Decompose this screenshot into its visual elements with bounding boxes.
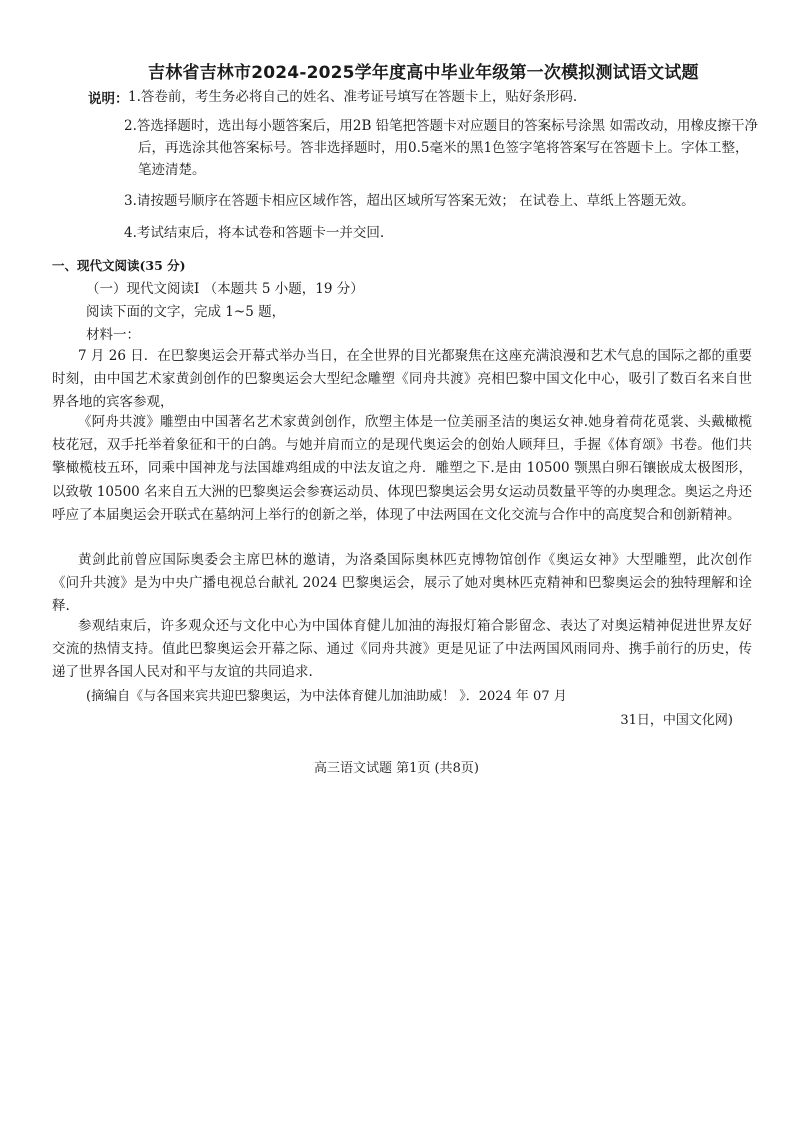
notes-label: 说明： [88, 91, 129, 107]
section-heading: 一、现代文阅读(35 分) [52, 258, 186, 273]
note-item-4: 4.考试结束后，将本试卷和答题卡一并交回. [124, 225, 385, 241]
paragraph-3: 黄剑此前曾应国际奥委会主席巴林的邀请，为洛桑国际奥林匹克博物馆创作《奥运女神》大型雕塑，此次创作《问升共渡》是为中央广播电视总台献礼 2024 巴黎奥运会，展示了她对奥林匹克精神和巴黎奥运会的独特理解和诠释. [52, 552, 752, 615]
note-item-1: 1.答卷前，考生务必将自己的姓名、准考证号填写在答题卡上，贴好条形码. [128, 89, 578, 105]
paragraph-1: 7 月 26 日．在巴黎奥运会开幕式举办当日，在全世界的目光都聚焦在这座充满浪漫和艺术气息的国际之都的重要时刻，由中国艺术家黄剑创作的巴黎奥运会大型纪念雕塑《同舟共渡》亮相巴黎中国文化中心，吸引了数百名来自世界各地的宾客参观， [52, 348, 752, 411]
citation-line-1: (摘编自《与各国来宾共迎巴黎奥运，为中法体育健儿加油助威！ 》．2024 年 07 月 [86, 689, 567, 704]
subsection-heading: （一）现代文阅读Ⅰ （本题共 5 小题，19 分） [86, 281, 364, 297]
reading-instruction: 阅读下面的文字，完成 1~5 题， [86, 304, 286, 320]
note-item-3: 3.请按题号顺序在答题卡相应区域作答，超出区域所写答案无效； 在试卷上、草纸上答题无效。 [124, 193, 695, 209]
page-title: 吉林省吉林市2024-2025学年度高中毕业年级第一次模拟测试语文试题 [148, 63, 699, 83]
paragraph-2: 《阿舟共渡》雕塑由中国著名艺术家黄剑创作，欣塑主体是一位美丽圣洁的奥运女神.她身着荷花觅裳、头戴橄榄枝花冠，双手托举着象征和干的白鸽。与她并肩而立的是现代奥运会的创始人顾拜旦，手握《体育颂》书卷。他们共擎橄榄枝五环，同乘中国神龙与法国雄鸡组成的中法友谊之舟．雕塑之下.是由 10500 颚黑白卵石镶嵌成太极图形，以致敬 10500 名来自五大洲的巴黎奥运会参赛运动员、体现巴黎奥运会男女运动员数量平等的办奥理念。奥运之舟还呼应了本届奥运会开联式在墓纳河上举行的创新之举，体现了中法两国在文化交流与合作中的高度契合和创新精神。 [52, 414, 752, 523]
paragraph-4: 参观结束后，许多观众还与文化中心为中国体育健儿加油的海报灯箱合影留念、表达了对奥运精神促进世界友好交流的热情支持。值此巴黎奥运会开幕之际、通过《同舟共渡》更是见证了中法两国风雨同舟、携手前行的历史，传递了世界各国人民对和平与友谊的共同追求. [52, 618, 752, 681]
material-label: 材料一： [86, 327, 140, 343]
note-item-2 [124, 115, 760, 181]
page-footer: 高三语文试题 第1页 (共8页) [314, 761, 479, 776]
citation-line-2: 31日，中国文化网) [620, 713, 733, 728]
note-item-2-text: 2.答选择题时，选出每小题答案后，用2B 铅笔把答题卡对应题目的答案标号涂黑 如需改动，用橡皮擦干净后，再选涂其他答案标号。答非选择题时，用0.5毫米的黑1色签字笔将答案写在答题卡上。字体工整，笔迹清楚。 [124, 118, 758, 178]
